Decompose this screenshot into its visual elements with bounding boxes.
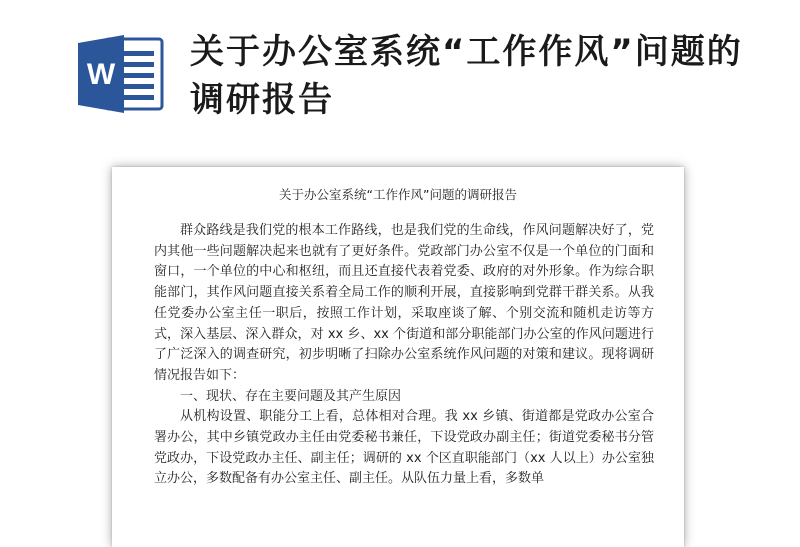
word-document-icon — [76, 33, 166, 115]
document-body — [154, 221, 654, 490]
header — [0, 0, 800, 150]
header-title: 关于办公室系统“工作作风”问题的调研报告 — [190, 32, 743, 120]
svg-text:W: W — [86, 58, 116, 91]
body-paragraph: 群众路线是我们党的根本工作路线，也是我们党的生命线，作风问题解决好了，党内其他一些问题解决起来也就有了更好条件。党政部门办公室不仅是一个单位的门面和窗口，一个单位的中心和枢纽，而且还直接代表着党委、政府的对外形象。作为综合职能部门，其作风问题直接关系着全局工作的顺利开展，直接影响到党群干群关系。从我任党委办公室主任一职后，按照工作计划，采取座谈了解、个别交流和随机走访等方式，深入基层、深入群众，对 xx 乡、xx 个街道和部分职能部门办公室的作风问题进行了广泛深入的调查研究，初步明晰了扫除办公室系统作风问题的对策和建议。现将调研情况报告如下： — [154, 223, 654, 383]
document-page — [112, 167, 684, 547]
section-heading: 一、现状、存在主要问题及其产生原因 — [180, 388, 402, 404]
body-paragraph: 从机构设置、职能分工上看，总体相对合理。我 xx 乡镇、街道都是党政办公室合署办公，其中乡镇党政办主任由党委秘书兼任，下设党政办副主任；街道党委秘书分管党政办，下设党政办主任、副主任；调研的 xx 个区直职能部门（xx 人以上）办公室独立办公，多数配备有办公室主任、副主任。从队伍力量上看，多数单 — [154, 409, 654, 487]
document-title: 关于办公室系统“工作作风”问题的调研报告 — [279, 187, 517, 202]
